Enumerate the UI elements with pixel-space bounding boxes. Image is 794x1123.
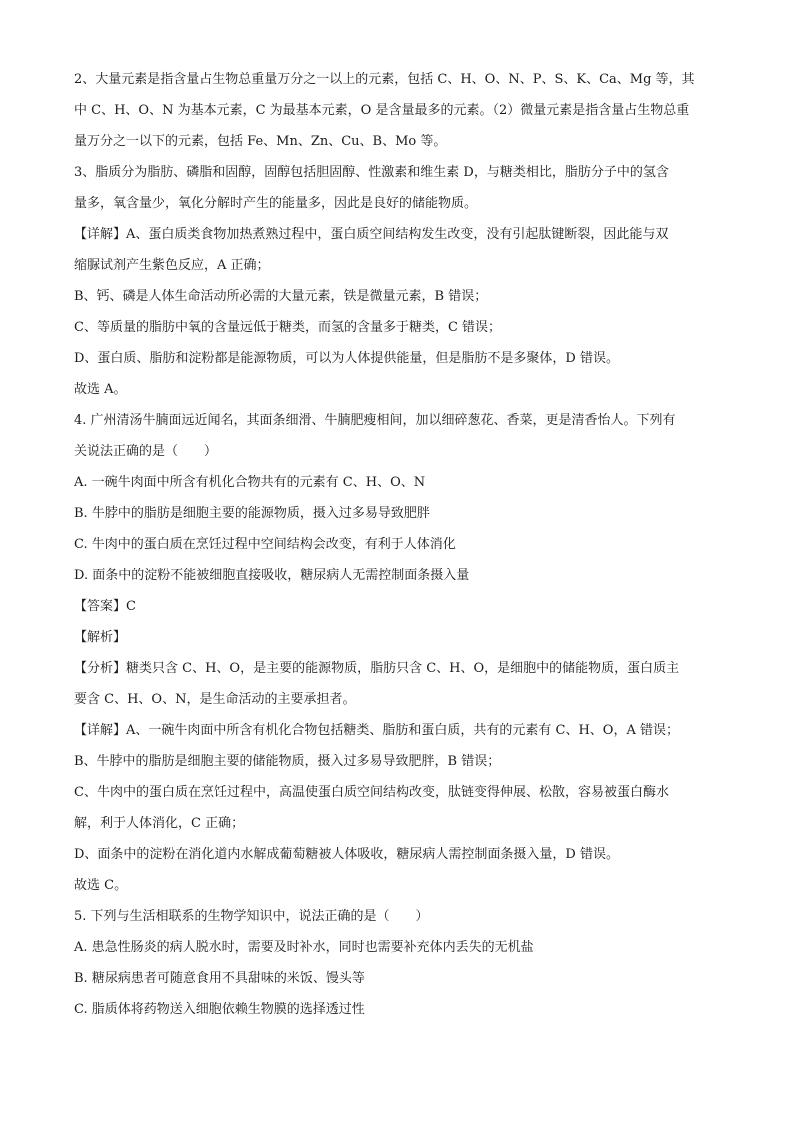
text-line: 【详解】A、一碗牛肉面中所含有机化合物包括糖类、脂肪和蛋白质，共有的元素有 C、H、O，A 错误；: [74, 723, 679, 738]
text-line: C. 牛肉中的蛋白质在烹饪过程中空间结构会改变，有利于人体消化: [74, 537, 456, 552]
text-line: C、等质量的脂肪中氧的含量远低于糖类，而氢的含量多于糖类，C 错误；: [74, 320, 502, 335]
text-line: 量万分之一以下的元素，包括 Fe、Mn、Zn、Cu、B、Mo 等。: [74, 134, 447, 149]
text-line: 关说法正确的是（ ）: [74, 444, 218, 459]
text-line: 【答案】C: [74, 599, 136, 614]
text-line: 解，利于人体消化，C 正确；: [74, 816, 245, 831]
text-line: B. 糖尿病患者可随意食用不具甜味的米饭、馒头等: [74, 971, 365, 986]
text-line: D. 面条中的淀粉不能被细胞直接吸收，糖尿病人无需控制面条摄入量: [74, 568, 470, 583]
text-line: 3、脂质分为脂肪、磷脂和固醇，固醇包括胆固醇、性激素和维生素 D，与糖类相比，脂肪分子中的氢含: [74, 165, 669, 180]
text-line: D、面条中的淀粉在消化道内水解成葡萄糖被人体吸收，糖尿病人需控制面条摄入量，D 错误。: [74, 847, 619, 862]
text-line: 中 C、H、O、N 为基本元素，C 为最基本元素，O 是含量最多的元素。（2）微量元素是指含量占生物总重: [74, 103, 690, 118]
text-line: A. 一碗牛肉面中所含有机化合物共有的元素有 C、H、O、N: [74, 475, 426, 490]
text-line: 【详解】A、蛋白质类食物加热煮熟过程中，蛋白质空间结构发生改变，没有引起肽键断裂，因此能与双: [74, 227, 669, 242]
text-line: C. 脂质体将药物送入细胞依赖生物膜的选择透过性: [74, 1002, 365, 1017]
text-line: B、牛脖中的脂肪是细胞主要的储能物质，摄入过多易导致肥胖，B 错误；: [74, 754, 501, 769]
text-line: 故选 A。: [74, 382, 127, 397]
text-line: B、钙、磷是人体生命活动所必需的大量元素，铁是微量元素，B 错误；: [74, 289, 488, 304]
text-line: 2、大量元素是指含量占生物总重量万分之一以上的元素，包括 C、H、O、N、P、S、K、Ca、Mg 等，其: [74, 72, 695, 87]
text-line: 5. 下列与生活相联系的生物学知识中，说法正确的是（ ）: [74, 909, 429, 924]
text-line: 【分析】糖类只含 C、H、O，是主要的能源物质，脂肪只含 C、H、O，是细胞中的储能物质，蛋白质主: [74, 661, 680, 676]
text-line: D、蛋白质、脂肪和淀粉都是能源物质，可以为人体提供能量，但是脂肪不是多聚体，D 错误。: [74, 351, 619, 366]
text-line: 【解析】: [74, 630, 127, 645]
text-line: C、牛肉中的蛋白质在烹饪过程中，高温使蛋白质空间结构改变，肽链变得伸展、松散，容易被蛋白酶水: [74, 785, 669, 800]
text-line: 缩脲试剂产生紫色反应，A 正确；: [74, 258, 270, 273]
text-line: 4. 广州清汤牛腩面远近闻名，其面条细滑、牛腩肥瘦相间，加以细碎葱花、香菜，更是清香怡人。下列有: [74, 413, 676, 428]
text-line: 故选 C。: [74, 878, 128, 893]
text-line: A. 患急性肠炎的病人脱水时，需要及时补水，同时也需要补充体内丢失的无机盐: [74, 940, 534, 955]
document-page: [74, 64, 734, 1025]
text-line: 量多，氧含量少，氧化分解时产生的能量多，因此是良好的储能物质。: [74, 196, 478, 211]
text-line: 要含 C、H、O、N，是生命活动的主要承担者。: [74, 692, 356, 707]
text-line: B. 牛脖中的脂肪是细胞主要的能源物质，摄入过多易导致肥胖: [74, 506, 430, 521]
